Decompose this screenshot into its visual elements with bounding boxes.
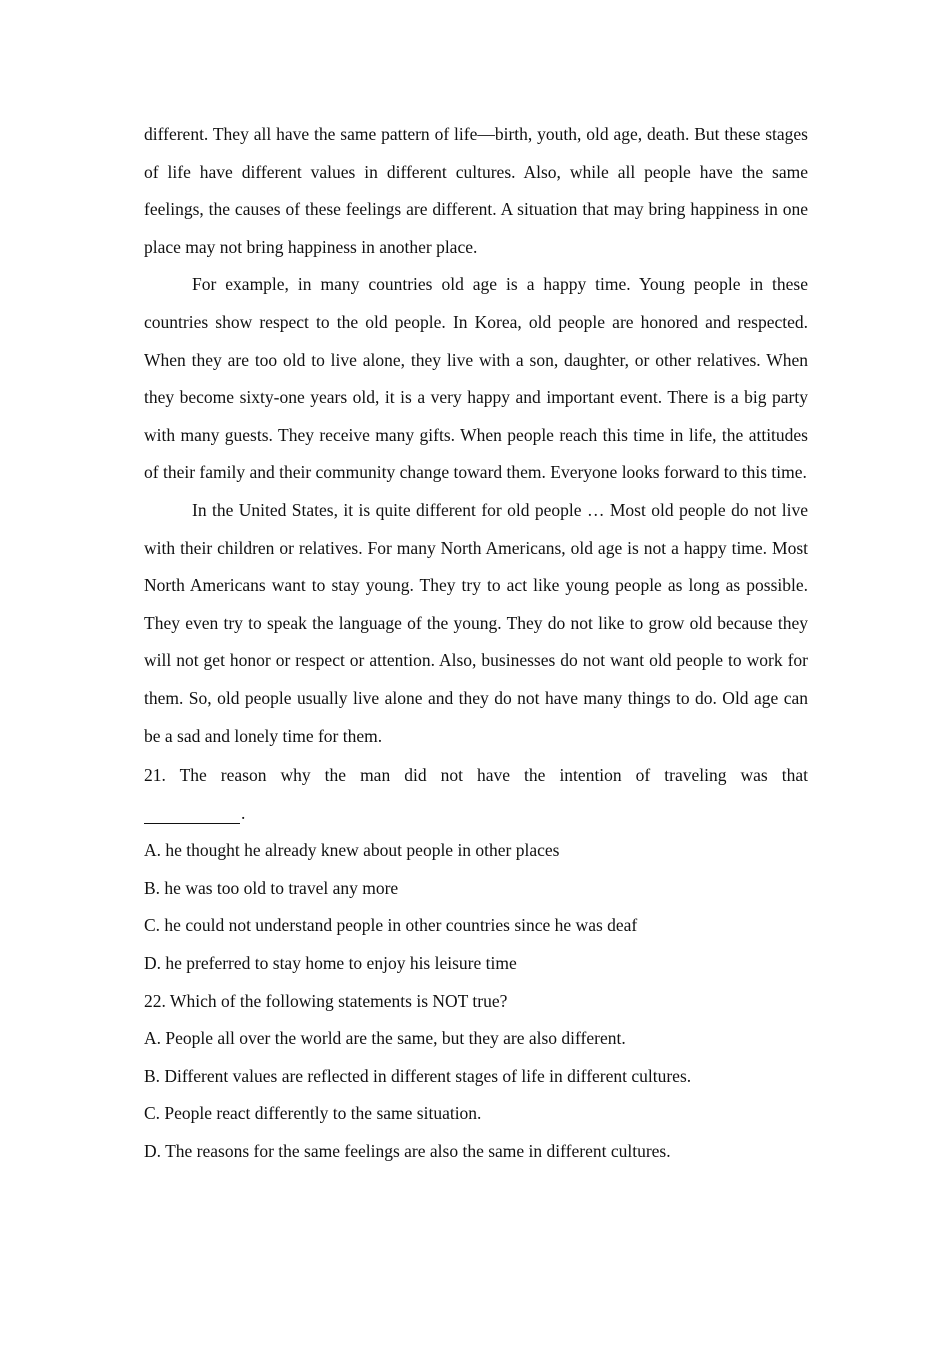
- blank-underline: [144, 823, 240, 824]
- document-body: [144, 116, 808, 1171]
- question-21-stem: 21. The reason why the man did not have the intention of traveling was that: [144, 765, 808, 786]
- question-21: [144, 757, 808, 983]
- passage-paragraph-1: different. They all have the same pattern of life—birth, youth, old age, death. But these stages of life have different values in different cultures. Also, while all people have the same feelings, the causes of these feelings are different. A situation that may bring happiness in one place may not bring happiness in another place.: [144, 124, 808, 257]
- question-22-option-b: B. Different values are reflected in different stages of life in different cultures.: [144, 1065, 692, 1086]
- question-22-stem: 22. Which of the following statements is NOT true?: [144, 990, 508, 1011]
- blank-period: .: [241, 802, 246, 823]
- question-22-option-a: A. People all over the world are the same, but they are also different.: [144, 1028, 626, 1049]
- question-22-option-d: D. The reasons for the same feelings are also the same in different cultures.: [144, 1141, 671, 1162]
- answer-blank: [144, 795, 808, 833]
- question-21-option-a: A. he thought he already knew about people in other places: [144, 840, 560, 861]
- question-21-option-c: C. he could not understand people in other countries since he was deaf: [144, 915, 638, 936]
- passage-paragraph-2: For example, in many countries old age is a happy time. Young people in these countries show respect to the old people. In Korea, old people are honored and respected. When they are too old to live alone, they live with a son, daughter, or other relatives. When they become sixty-one years old, it is a very happy and important event. There is a big party with many guests. They receive many gifts. When people reach this time in life, the attitudes of their family and their community change toward them. Everyone looks forward to this time.: [144, 274, 808, 483]
- passage-paragraph-3: In the United States, it is quite different for old people … Most old people do not live with their children or relatives. For many North Americans, old age is not a happy time. Most North Americans want to stay young. They try to act like young people as long as possible. They even try to speak the language of the young. They do not like to grow old because they will not get honor or respect or attention. Also, businesses do not want old people to work for them. So, old people usually live alone and they do not have many things to do. Old age can be a sad and lonely time for them.: [144, 499, 808, 746]
- question-22-option-c: C. People react differently to the same situation.: [144, 1103, 482, 1124]
- question-22: [144, 983, 808, 1171]
- question-21-option-b: B. he was too old to travel any more: [144, 877, 399, 898]
- question-21-option-d: D. he preferred to stay home to enjoy his leisure time: [144, 953, 517, 974]
